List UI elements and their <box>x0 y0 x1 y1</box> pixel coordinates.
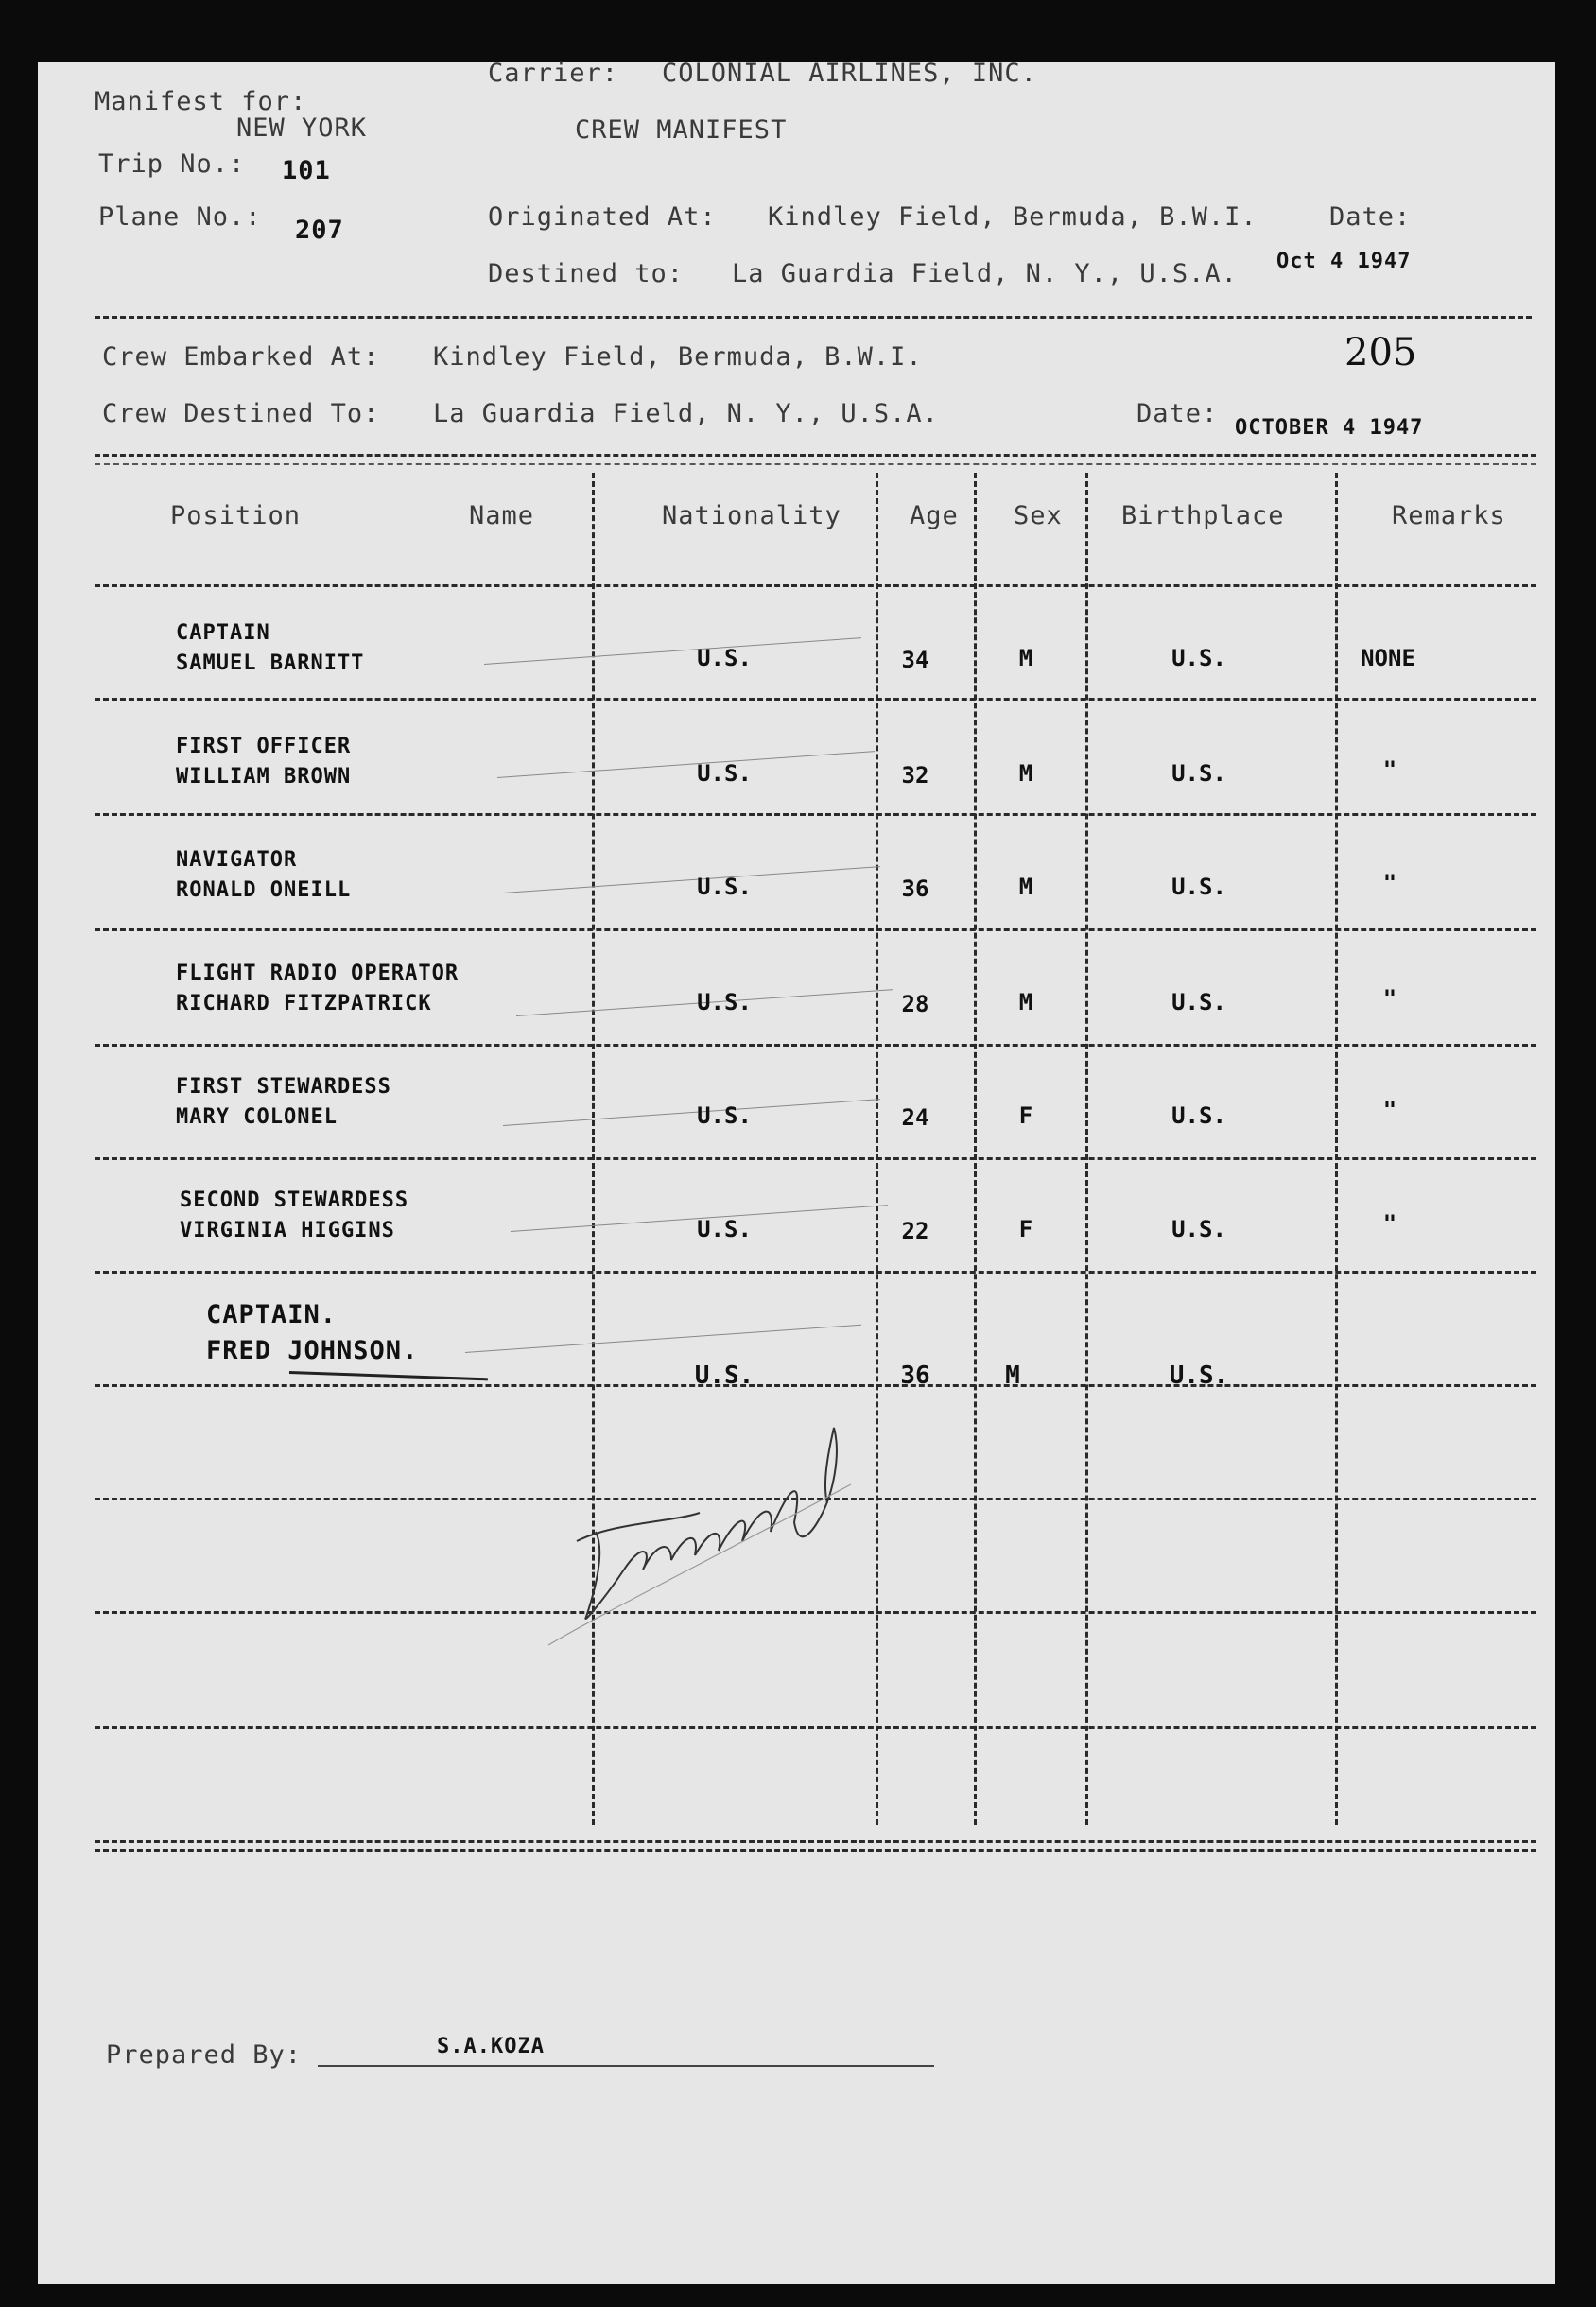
row-name: VIRGINIA HIGGINS <box>180 1219 395 1242</box>
row-age: 36 <box>900 1362 930 1390</box>
row-age: 28 <box>901 991 929 1017</box>
row-rule <box>95 1849 1536 1852</box>
originated-label: Originated At: <box>488 202 717 232</box>
manifest-for-label: Manifest for: <box>95 87 307 116</box>
crew-date-value: OCTOBER 4 1947 <box>1235 416 1424 440</box>
table-row <box>176 1072 391 1133</box>
row-rule <box>95 1726 1536 1729</box>
row-nationality: U.S. <box>697 645 752 671</box>
table-row <box>180 1186 408 1246</box>
header-rule <box>95 584 1536 587</box>
row-position: CAPTAIN. <box>206 1300 338 1329</box>
crew-destined-value: La Guardia Field, N. Y., U.S.A. <box>433 399 939 428</box>
destined-label: Destined to: <box>488 259 685 288</box>
manifest-sheet <box>38 62 1555 2284</box>
prepared-by-value: S.A.KOZA <box>437 2035 545 2058</box>
row-position: NAVIGATOR <box>176 848 298 872</box>
header-remarks: Remarks <box>1392 501 1506 530</box>
header-sex: Sex <box>1014 501 1063 530</box>
carrier-value: COLONIAL AIRLINES, INC. <box>662 59 1037 88</box>
plane-value: 207 <box>295 216 344 245</box>
row-name: WILLIAM BROWN <box>176 765 352 789</box>
row-birthplace: U.S. <box>1171 760 1226 787</box>
row-name: RICHARD FITZPATRICK <box>176 992 432 1015</box>
carrier-label: Carrier: <box>488 59 619 88</box>
trip-label: Trip No.: <box>98 149 246 179</box>
row-nationality: U.S. <box>697 1216 752 1242</box>
date-label: Date: <box>1329 202 1412 232</box>
table-row <box>176 618 364 679</box>
row-remarks: " <box>1382 1210 1397 1237</box>
row-rule <box>95 1840 1536 1843</box>
row-name: FRED JOHNSON. <box>206 1336 419 1365</box>
row-position: FIRST OFFICER <box>176 735 352 758</box>
destined-value: La Guardia Field, N. Y., U.S.A. <box>732 259 1238 288</box>
row-remarks: " <box>1382 756 1397 783</box>
row-position: CAPTAIN <box>176 621 270 645</box>
row-birthplace: U.S. <box>1171 645 1226 671</box>
date-value: Oct 4 1947 <box>1276 250 1412 273</box>
row-birthplace: U.S. <box>1169 1362 1229 1390</box>
row-rule <box>95 813 1536 816</box>
table-row <box>176 732 351 792</box>
row-birthplace: U.S. <box>1171 1216 1226 1242</box>
row-nationality: U.S. <box>694 1362 755 1390</box>
row-position: FIRST STEWARDESS <box>176 1075 391 1099</box>
header-nationality: Nationality <box>662 501 841 530</box>
row-age: 32 <box>901 762 929 789</box>
header-birthplace: Birthplace <box>1121 501 1285 530</box>
row-age: 34 <box>901 647 929 673</box>
row-nationality: U.S. <box>697 1102 752 1129</box>
divider <box>95 316 1532 319</box>
row-sex: M <box>1018 760 1033 787</box>
crew-embarked-label: Crew Embarked At: <box>102 342 380 372</box>
document-title: CREW MANIFEST <box>575 115 788 145</box>
row-age: 36 <box>901 876 929 902</box>
header-age: Age <box>910 501 959 530</box>
row-sex: M <box>1018 874 1033 900</box>
originated-value: Kindley Field, Bermuda, B.W.I. <box>768 202 1258 232</box>
table-top-rule-2 <box>95 463 1536 465</box>
header-name: Name <box>469 501 535 530</box>
row-rule <box>95 1157 1536 1160</box>
row-sex: F <box>1018 1102 1033 1129</box>
row-rule <box>95 698 1536 701</box>
row-nationality: U.S. <box>697 989 752 1015</box>
row-name: SAMUEL BARNITT <box>176 651 365 675</box>
row-sex: M <box>1005 1362 1020 1390</box>
table-row <box>206 1297 418 1369</box>
row-rule <box>95 928 1536 931</box>
row-rule <box>95 1271 1536 1274</box>
crew-date-label: Date: <box>1136 399 1219 428</box>
row-rule <box>95 1384 1536 1387</box>
row-birthplace: U.S. <box>1171 989 1226 1015</box>
handwritten-signature <box>539 1399 879 1664</box>
row-age: 24 <box>901 1104 929 1131</box>
row-nationality: U.S. <box>697 874 752 900</box>
row-position: SECOND STEWARDESS <box>180 1188 409 1212</box>
col-divider <box>974 473 977 1825</box>
row-remarks: " <box>1382 870 1397 896</box>
row-remarks: " <box>1382 985 1397 1012</box>
crew-embarked-value: Kindley Field, Bermuda, B.W.I. <box>433 342 923 372</box>
row-birthplace: U.S. <box>1171 1102 1226 1129</box>
row-age: 22 <box>901 1218 929 1244</box>
plane-label: Plane No.: <box>98 202 262 232</box>
row-remarks: NONE <box>1361 645 1415 671</box>
row-rule <box>95 1044 1536 1047</box>
col-divider <box>1085 473 1088 1825</box>
sheet-number: 205 <box>1344 331 1417 374</box>
table-row <box>176 959 459 1019</box>
row-name: MARY COLONEL <box>176 1105 338 1129</box>
row-sex: M <box>1018 989 1033 1015</box>
prepared-by-line <box>318 2065 934 2067</box>
manifest-for-value: NEW YORK <box>236 113 368 143</box>
header-position: Position <box>170 501 302 530</box>
row-name: RONALD ONEILL <box>176 878 352 902</box>
row-sex: F <box>1018 1216 1033 1242</box>
row-remarks: " <box>1382 1097 1397 1123</box>
col-divider <box>1335 473 1338 1825</box>
crew-destined-label: Crew Destined To: <box>102 399 380 428</box>
table-row <box>176 845 351 906</box>
row-birthplace: U.S. <box>1171 874 1226 900</box>
row-position: FLIGHT RADIO OPERATOR <box>176 962 460 985</box>
prepared-by-label: Prepared By: <box>106 2040 303 2070</box>
table-top-rule <box>95 454 1536 457</box>
trip-value: 101 <box>282 156 331 185</box>
row-nationality: U.S. <box>697 760 752 787</box>
row-sex: M <box>1018 645 1033 671</box>
